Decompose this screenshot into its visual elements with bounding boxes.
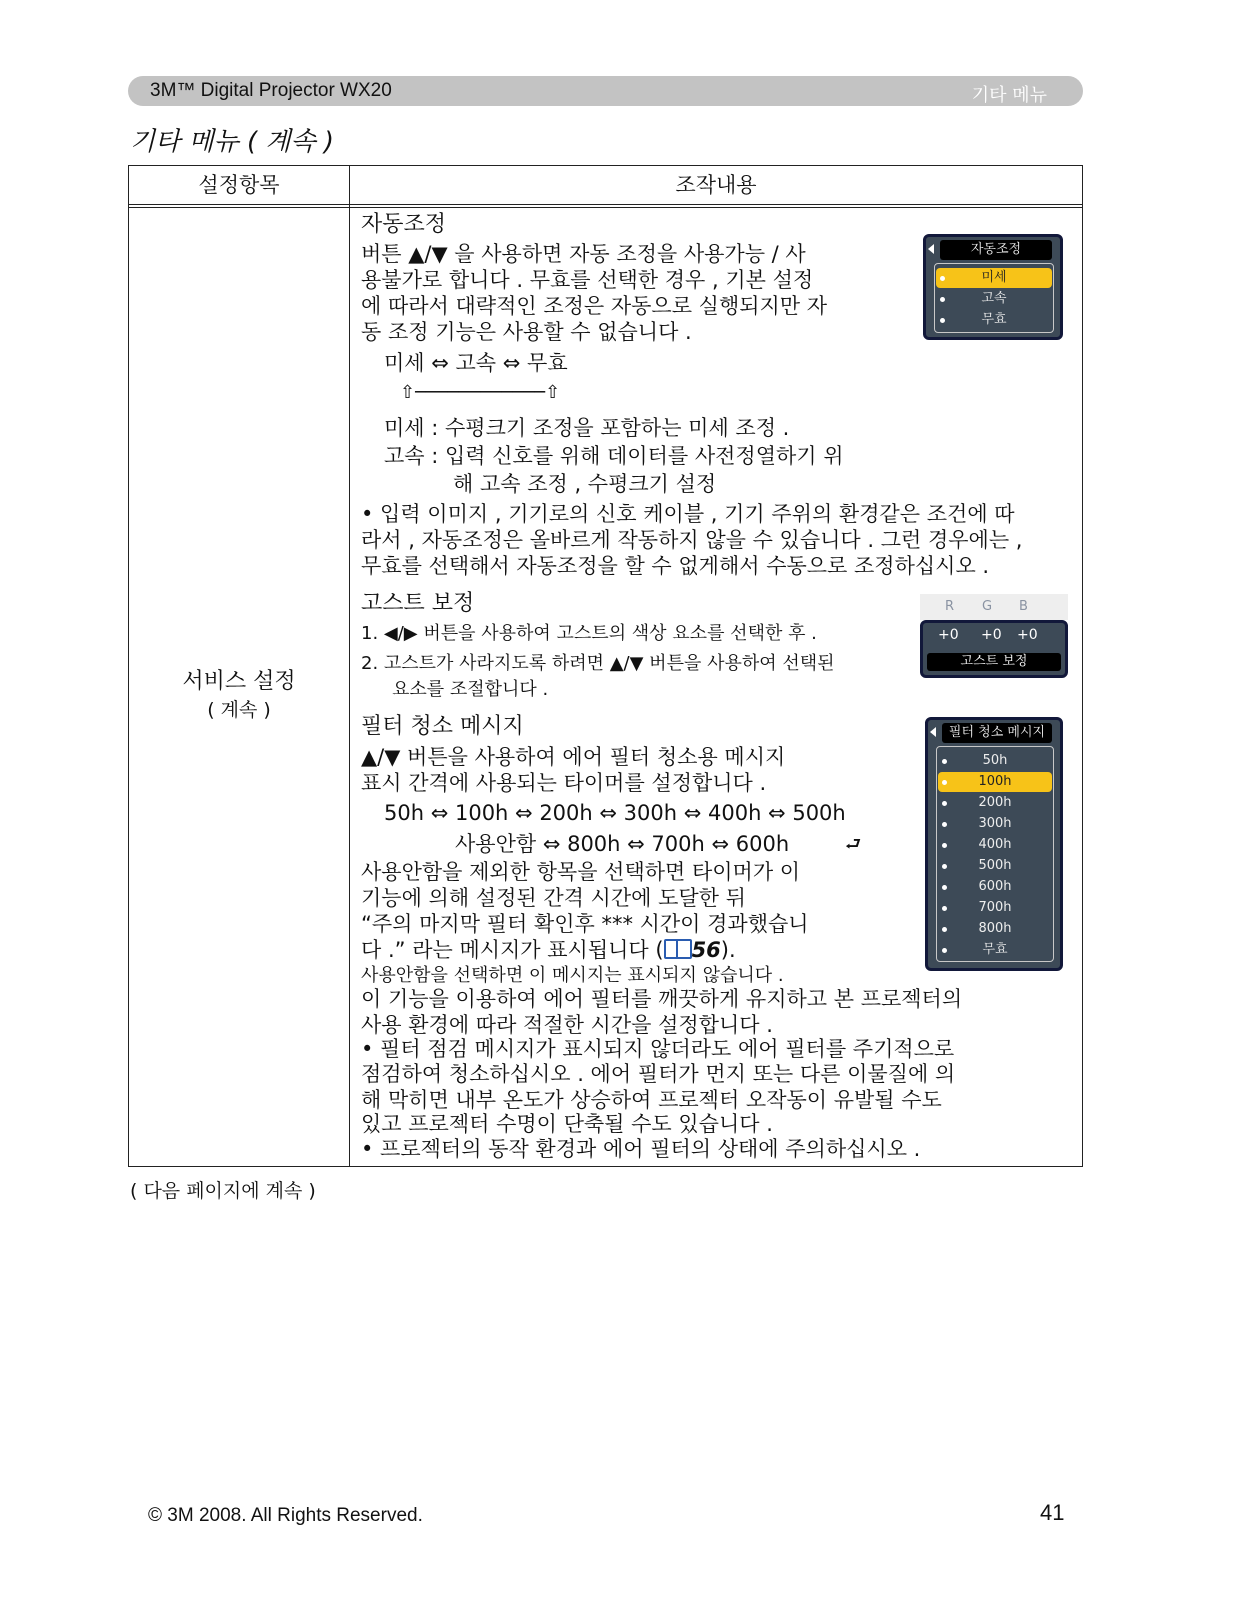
osd-option: 500h — [938, 856, 1052, 876]
fast-description: 고속 : 입력 신호를 위해 데이터를 사전정열하기 위 — [384, 444, 844, 468]
osd-option: 200h — [938, 793, 1052, 813]
divider — [129, 204, 1082, 205]
filter-osd — [925, 717, 1063, 971]
bullet-icon — [940, 318, 945, 323]
divider — [129, 207, 1082, 208]
filter-cycle: 사용안함 ⇔ 800h ⇔ 700h ⇔ 600h — [455, 832, 790, 856]
auto-adjust-note: 무효를 선택해서 자동조정을 할 수 없게해서 수동으로 조정하십시오 . — [361, 554, 990, 578]
bullet-icon — [942, 906, 947, 911]
section-name: 기타 메뉴 — [971, 85, 1047, 106]
bullet-icon — [942, 759, 947, 764]
filter-more: • 필터 점검 메시지가 표시되지 않더라도 에어 필터를 주기적으로 — [361, 1037, 955, 1061]
left-arrow-icon — [928, 244, 934, 254]
osd-option: 600h — [938, 877, 1052, 897]
filter-heading: 필터 청소 메시지 — [361, 714, 524, 739]
col-header-item: 설정항목 — [198, 173, 280, 197]
bullet-icon — [942, 801, 947, 806]
filter-desc: 사용안함을 제외한 항목을 선택하면 타이머가 이 — [361, 860, 801, 884]
page-number: 41 — [1040, 1500, 1065, 1525]
fast-description: 해 고속 조정 , 수평크기 설정 — [453, 472, 717, 496]
filter-cycle: 50h ⇔ 100h ⇔ 200h ⇔ 300h ⇔ 400h ⇔ 500h — [384, 801, 846, 825]
product-name: 3M™ Digital Projector WX20 — [150, 80, 392, 101]
auto-adjust-osd — [923, 234, 1063, 340]
ghost-step: 2. 고스트가 사라지도록 하려면 ▲/▼ 버튼을 사용하여 선택된 — [361, 653, 835, 674]
row-label — [129, 664, 349, 722]
ghost-step: 요소를 조절합니다 . — [392, 679, 549, 700]
filter-more: 점검하여 청소하십시오 . 에어 필터가 먼지 또는 다른 이물질에 의 — [361, 1062, 956, 1086]
filter-more: 사용안함을 선택하면 이 메시지는 표시되지 않습니다 . — [361, 965, 784, 986]
filter-more: • 프로젝터의 동작 환경과 에어 필터의 상태에 주의하십시오 . — [361, 1137, 921, 1161]
ghost-osd — [920, 594, 1068, 678]
ghost-channels: R G B — [920, 594, 1068, 620]
bullet-icon — [942, 864, 947, 869]
filter-desc: 기능에 의해 설정된 간격 시간에 도달한 뒤 — [361, 886, 746, 910]
continued-note: ( 다음 페이지에 계속 ) — [130, 1180, 316, 1202]
filter-desc: 다 .” 라는 메시지가 표시됩니다 ( 56). — [361, 938, 736, 962]
bullet-icon — [942, 822, 947, 827]
auto-adjust-line: 동 조정 기능은 사용할 수 없습니다 . — [361, 320, 692, 344]
filter-more: 있고 프로젝터 수명이 단축될 수도 있습니다 . — [361, 1112, 773, 1136]
copyright: © 3M 2008. All Rights Reserved. — [148, 1505, 423, 1526]
left-arrow-icon — [930, 727, 936, 737]
auto-adjust-heading: 자동조정 — [361, 212, 447, 237]
header-bar — [128, 76, 1083, 106]
auto-adjust-line: 용불가로 합니다 . 무효를 선택한 경우 , 기본 설정 — [361, 268, 814, 292]
osd-option: 고속 — [936, 289, 1052, 309]
fine-description: 미세 : 수평크기 조정을 포함하는 미세 조정 . — [384, 416, 790, 440]
bullet-icon — [940, 276, 945, 281]
ghost-step: 1. ◀/▶ 버튼을 사용하여 고스트의 색상 요소를 선택한 후 . — [361, 623, 817, 644]
osd-title: 자동조정 — [940, 240, 1052, 260]
osd-option: 300h — [938, 814, 1052, 834]
osd-option: 800h — [938, 919, 1052, 939]
osd-title: 필터 청소 메시지 — [942, 723, 1052, 743]
page-title: 기타 메뉴 ( 계속 ) — [130, 127, 335, 157]
ghost-osd-label: 고스트 보정 — [927, 653, 1061, 671]
osd-option: 미세 — [936, 268, 1052, 288]
bullet-icon — [942, 843, 947, 848]
bullet-icon — [942, 948, 947, 953]
osd-option: 400h — [938, 835, 1052, 855]
page-reference[interactable]: 56 — [691, 938, 721, 962]
filter-line: ▲/▼ 버튼을 사용하여 에어 필터 청소용 메시지 — [361, 745, 786, 769]
osd-option: 100h — [938, 772, 1052, 792]
divider — [349, 166, 350, 1166]
bullet-icon — [942, 780, 947, 785]
osd-option: 무효 — [936, 310, 1052, 330]
osd-option: 50h — [938, 751, 1052, 771]
filter-more: 사용 환경에 따라 적절한 시간을 설정합니다 . — [361, 1013, 773, 1037]
bullet-icon — [942, 885, 947, 890]
bullet-icon — [942, 927, 947, 932]
book-icon — [664, 939, 692, 959]
ghost-values: +0 +0 +0 고스트 보정 — [920, 620, 1068, 678]
row-label-title: 서비스 설정 — [182, 669, 296, 694]
col-header-operation: 조작내용 — [675, 173, 757, 197]
auto-adjust-note: • 입력 이미지 , 기기로의 신호 케이블 , 기기 주위의 환경같은 조건에 따 — [361, 502, 1015, 526]
cycle-return-arrow: ⇧────────────⇧ — [400, 382, 561, 403]
auto-adjust-note: 라서 , 자동조정은 올바르게 작동하지 않을 수 있습니다 . 그런 경우에는 , — [361, 528, 1023, 552]
bullet-icon — [940, 297, 945, 302]
filter-more: 이 기능을 이용하여 에어 필터를 깨끗하게 유지하고 본 프로젝터의 — [361, 987, 963, 1011]
osd-option: 700h — [938, 898, 1052, 918]
auto-adjust-cycle: 미세 ⇔ 고속 ⇔ 무효 — [384, 351, 568, 375]
row-label-sub: ( 계속 ) — [207, 699, 271, 721]
auto-adjust-line: 에 따라서 대략적인 조정은 자동으로 실행되지만 자 — [361, 294, 828, 318]
filter-desc: “주의 마지막 필터 확인후 *** 시간이 경과했습니 — [361, 912, 809, 936]
filter-more: 해 막히면 내부 온도가 상승하여 프로젝터 오작동이 유발될 수도 — [361, 1088, 942, 1112]
ghost-heading: 고스트 보정 — [361, 591, 475, 616]
filter-line: 표시 간격에 사용되는 타이머를 설정합니다 . — [361, 771, 767, 795]
osd-option: 무효 — [938, 940, 1052, 960]
return-arrow-icon: ⮐ — [845, 834, 862, 855]
auto-adjust-line: 버튼 ▲/▼ 을 사용하면 자동 조정을 사용가능 / 사 — [361, 242, 806, 266]
